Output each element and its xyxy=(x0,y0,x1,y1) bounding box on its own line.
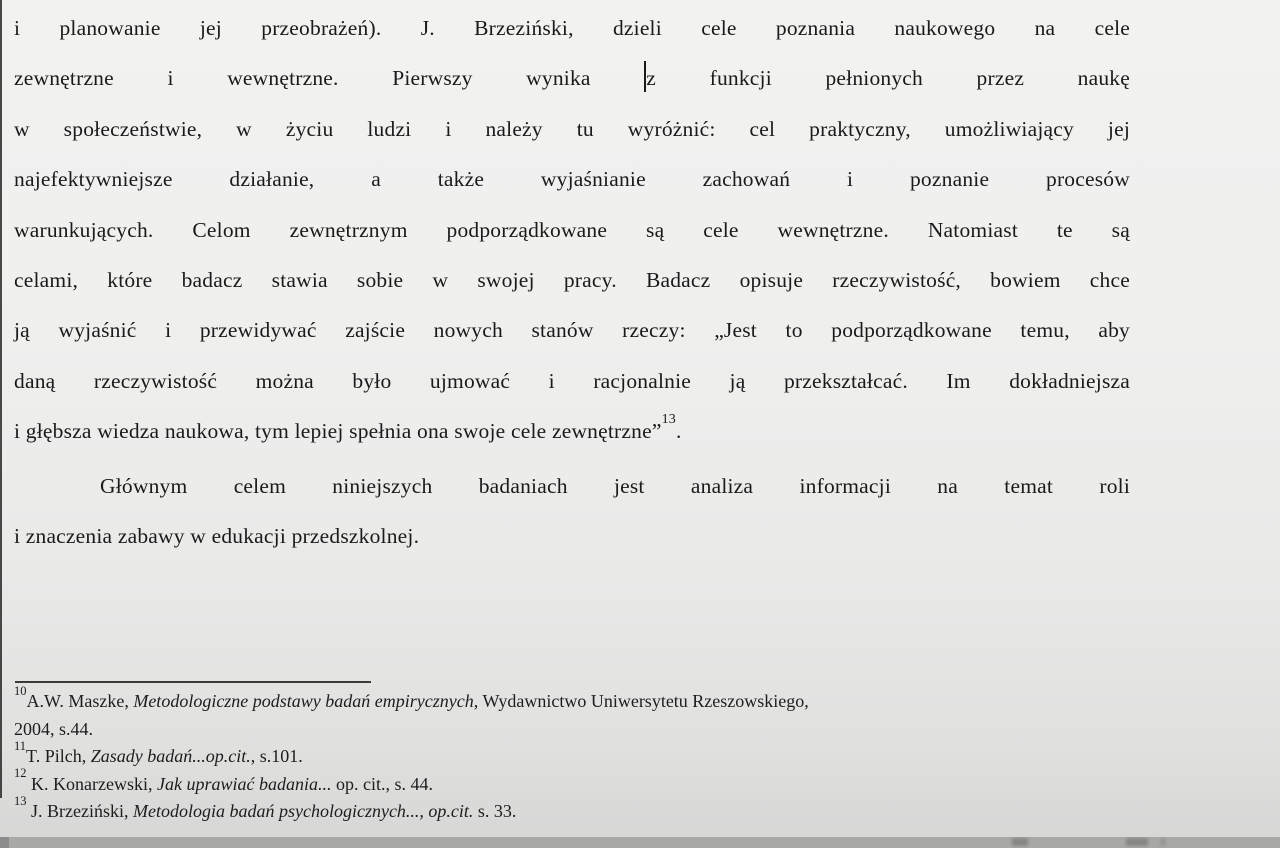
body-line: warunkujących. Celom zewnętrznym podporządkowane są cele wewnętrzne. Natomiast te są xyxy=(14,217,1130,242)
body-line: najefektywniejsze działanie, a także wyjaśnianie zachowań i poznanie procesów xyxy=(14,167,1130,192)
footnote-separator xyxy=(15,681,371,683)
body-line: i znaczenia zabawy w edukacji przedszkolnej. xyxy=(14,523,420,548)
strip-smudge xyxy=(1012,838,1028,846)
footnote-10-continued: 2004, s.44. xyxy=(14,718,94,739)
footnote-11 xyxy=(14,738,1130,771)
footnote-title-italic: Jak uprawiać badania... xyxy=(156,773,332,794)
body-line: celami, które badacz stawia sobie w swojej pracy. Badacz opisuje rzeczywistość, bowiem chce xyxy=(14,267,1130,292)
body-text-segment: z funkcji pełnionych przez naukę xyxy=(646,66,1130,91)
page-left-border xyxy=(0,0,2,798)
footnote-title-italic: Zasady badań...op.cit. xyxy=(90,746,251,766)
body-text-segment: i głębsza wiedza naukowa, tym lepiej spełnia ona swoje cele zewnętrzne” xyxy=(14,419,662,444)
body-line: w społeczeństwie, w życiu ludzi i należy tu wyróżnić: cel praktyczny, umożliwiający jej xyxy=(14,116,1130,141)
strip-smudge xyxy=(1160,838,1166,846)
footnote-text: s. 33. xyxy=(473,801,517,821)
footnote-text: K. Konarzewski, xyxy=(26,773,157,794)
footnote-10 xyxy=(14,683,1130,716)
footnote-marker: 12 xyxy=(14,766,27,780)
body-line: daną rzeczywistość można było ujmować i racjonalnie ją przekształcać. Im dokładniejsza xyxy=(14,368,1130,393)
body-text-segment: zewnętrzne i wewnętrzne. Pierwszy wynika xyxy=(14,66,591,91)
footnote-marker: 11 xyxy=(14,738,27,753)
footnote-text: op. cit., s. 44. xyxy=(331,773,433,794)
footnote-text: A.W. Maszke, xyxy=(26,691,134,711)
footnote-13 xyxy=(14,793,1130,826)
footnote-title-italic: Metodologiczne podstawy badań empirycznych xyxy=(133,691,474,711)
body-line: i planowanie jej przeobrażeń). J. Brzeziński, dzieli cele poznania naukowego na cele xyxy=(14,16,1130,40)
bottom-left-corner-artifact xyxy=(0,837,9,848)
document-body xyxy=(14,3,1130,561)
body-text-segment: . xyxy=(676,419,682,444)
body-line-with-cursor xyxy=(14,53,1130,103)
body-line xyxy=(14,406,1130,456)
footnotes-section xyxy=(14,674,1130,826)
footnote-reference: 13 xyxy=(661,411,676,427)
bottom-strip xyxy=(0,837,1280,848)
footnote-marker: 10 xyxy=(14,683,27,698)
body-line: Głównym celem niniejszych badaniach jest analiza informacji na temat roli xyxy=(100,473,1130,498)
footnote-12 xyxy=(14,766,1130,799)
footnote-marker: 13 xyxy=(14,793,27,808)
footnote-text: J. Brzeziński, xyxy=(26,801,133,821)
footnote-title-italic: Metodologia badań psychologicznych..., op.cit. xyxy=(132,801,474,821)
footnote-text: , Wydawnictwo Uniwersytetu Rzeszowskiego, xyxy=(473,691,809,711)
strip-smudge xyxy=(1126,838,1148,846)
body-line: ją wyjaśnić i przewidywać zajście nowych stanów rzeczy: „Jest to podporządkowane temu, aby xyxy=(14,318,1130,343)
footnote-text: , s.101. xyxy=(250,746,303,766)
footnote-text: T. Pilch, xyxy=(26,746,91,766)
